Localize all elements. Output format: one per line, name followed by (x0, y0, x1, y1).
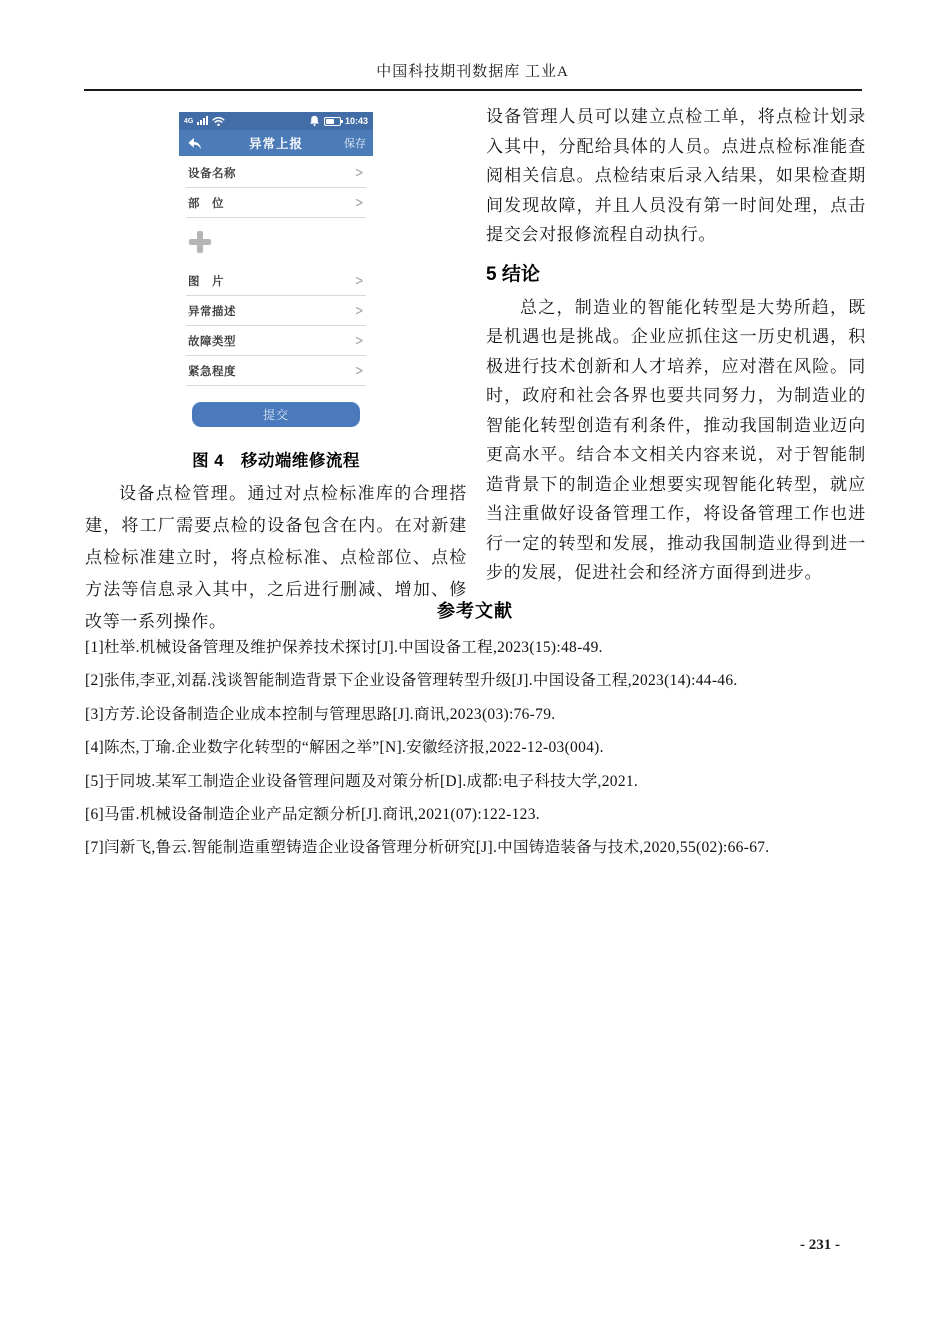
left-column-paragraph: 设备点检管理。通过对点检标准库的合理搭建，将工厂需要点检的设备包含在内。在对新建点检标准建立时，将点检标准、点检部位、点检方法等信息录入其中，之后进行删减、增加、修改等一系列操作。 (85, 484, 467, 631)
form-field-part[interactable] (186, 188, 366, 218)
form-field-device-name[interactable] (186, 158, 366, 188)
left-column (85, 104, 467, 638)
phone-form (179, 156, 373, 437)
status-time: 10:43 (344, 116, 368, 126)
bell-icon (309, 115, 320, 127)
status-left-group (184, 116, 225, 127)
references-title: 参考文献 (437, 601, 513, 621)
phone-nav-bar (179, 130, 373, 156)
screen-title: 异常上报 (248, 137, 303, 151)
wifi-icon (212, 116, 225, 127)
field-label: 异常描述 (188, 305, 236, 318)
field-label: 部 位 (188, 197, 224, 210)
add-photo-icon[interactable] (188, 230, 212, 254)
header-divider (84, 89, 862, 91)
phone-screenshot (179, 112, 373, 437)
figure-caption: 图 4 移动端维修流程 (192, 452, 360, 470)
right-column (486, 102, 866, 588)
back-icon[interactable] (186, 136, 203, 151)
journal-header: 中国科技期刊数据库 工业A (376, 64, 569, 80)
reference-item: [2]张伟,李亚,刘磊.浅谈智能制造背景下企业设备管理转型升级[J].中国设备工程,2023(14):44-46. (85, 672, 738, 690)
field-label: 故障类型 (188, 335, 236, 348)
chevron-right-icon: > (355, 163, 363, 182)
conclusion-paragraph: 总之，制造业的智能化转型是大势所趋，既是机遇也是挑战。企业应抓住这一历史机遇，积极进行技术创新和人才培养，应对潜在风险。同时，政府和社会各界也要共同努力，为制造业的智能化转型创造有利条件，推动我国制造业迈向更高水平。结合本文相关内容来说，对于智能制造背景下的制造企业想要实现智能化转型，就应当注重做好设备管理工作，将设备管理工作也进行一定的转型和发展，推动我国制造业得到进一步的发展，促进社会和经济方面得到进步。 (486, 297, 866, 582)
form-field-fault-type[interactable] (186, 326, 366, 356)
reference-item: [5]于同坡.某军工制造企业设备管理问题及对策分析[D].成都:电子科技大学,2021. (85, 772, 639, 790)
network-type-label: 4G (184, 117, 194, 125)
reference-item: [1]杜举.机械设备管理及维护保养技术探讨[J].中国设备工程,2023(15):48-49. (85, 639, 603, 656)
reference-item: [4]陈杰,丁瑜.企业数字化转型的“解困之举”[N].安徽经济报,2022-12-03(004). (85, 739, 604, 757)
chevron-right-icon: > (355, 361, 363, 380)
field-label: 图 片 (188, 275, 224, 288)
signal-strength-icon (197, 117, 208, 125)
chevron-right-icon: > (355, 193, 363, 212)
references-section (85, 597, 865, 865)
reference-item: [7]闫新飞,鲁云.智能制造重塑铸造企业设备管理分析研究[J].中国铸造装备与技术,2020,55(02):66-67. (85, 839, 770, 857)
submit-button[interactable]: 提交 (192, 402, 360, 427)
form-field-abnormal-description[interactable] (186, 296, 366, 326)
right-column-paragraph-1: 设备管理人员可以建立点检工单，将点检计划录入其中，分配给具体的人员。点进点检标准能查阅相关信息。点检结束后录入结果，如果检查期间发现故障，并且人员没有第一时间处理，点击提交会对报修流程自动执行。 (486, 107, 866, 244)
phone-status-bar (179, 112, 373, 130)
chevron-right-icon: > (355, 331, 363, 350)
status-right-group (309, 115, 368, 127)
page-number: - 231 - (800, 1237, 840, 1253)
reference-item: [3]方芳.论设备制造企业成本控制与管理思路[J].商讯,2023(03):76-79. (85, 705, 556, 723)
chevron-right-icon: > (355, 301, 363, 320)
conclusion-heading: 5 结论 (486, 263, 540, 285)
battery-icon (324, 117, 341, 126)
field-label: 设备名称 (188, 167, 236, 180)
photo-upload-area (186, 218, 366, 266)
reference-item: [6]马雷.机械设备制造企业产品定额分析[J].商讯,2021(07):122-123. (85, 806, 540, 824)
form-field-urgency-level[interactable] (186, 356, 366, 386)
field-label: 紧急程度 (188, 365, 236, 378)
chevron-right-icon: > (355, 271, 363, 290)
form-field-picture[interactable] (186, 266, 366, 296)
save-button[interactable]: 保存 (344, 138, 366, 150)
